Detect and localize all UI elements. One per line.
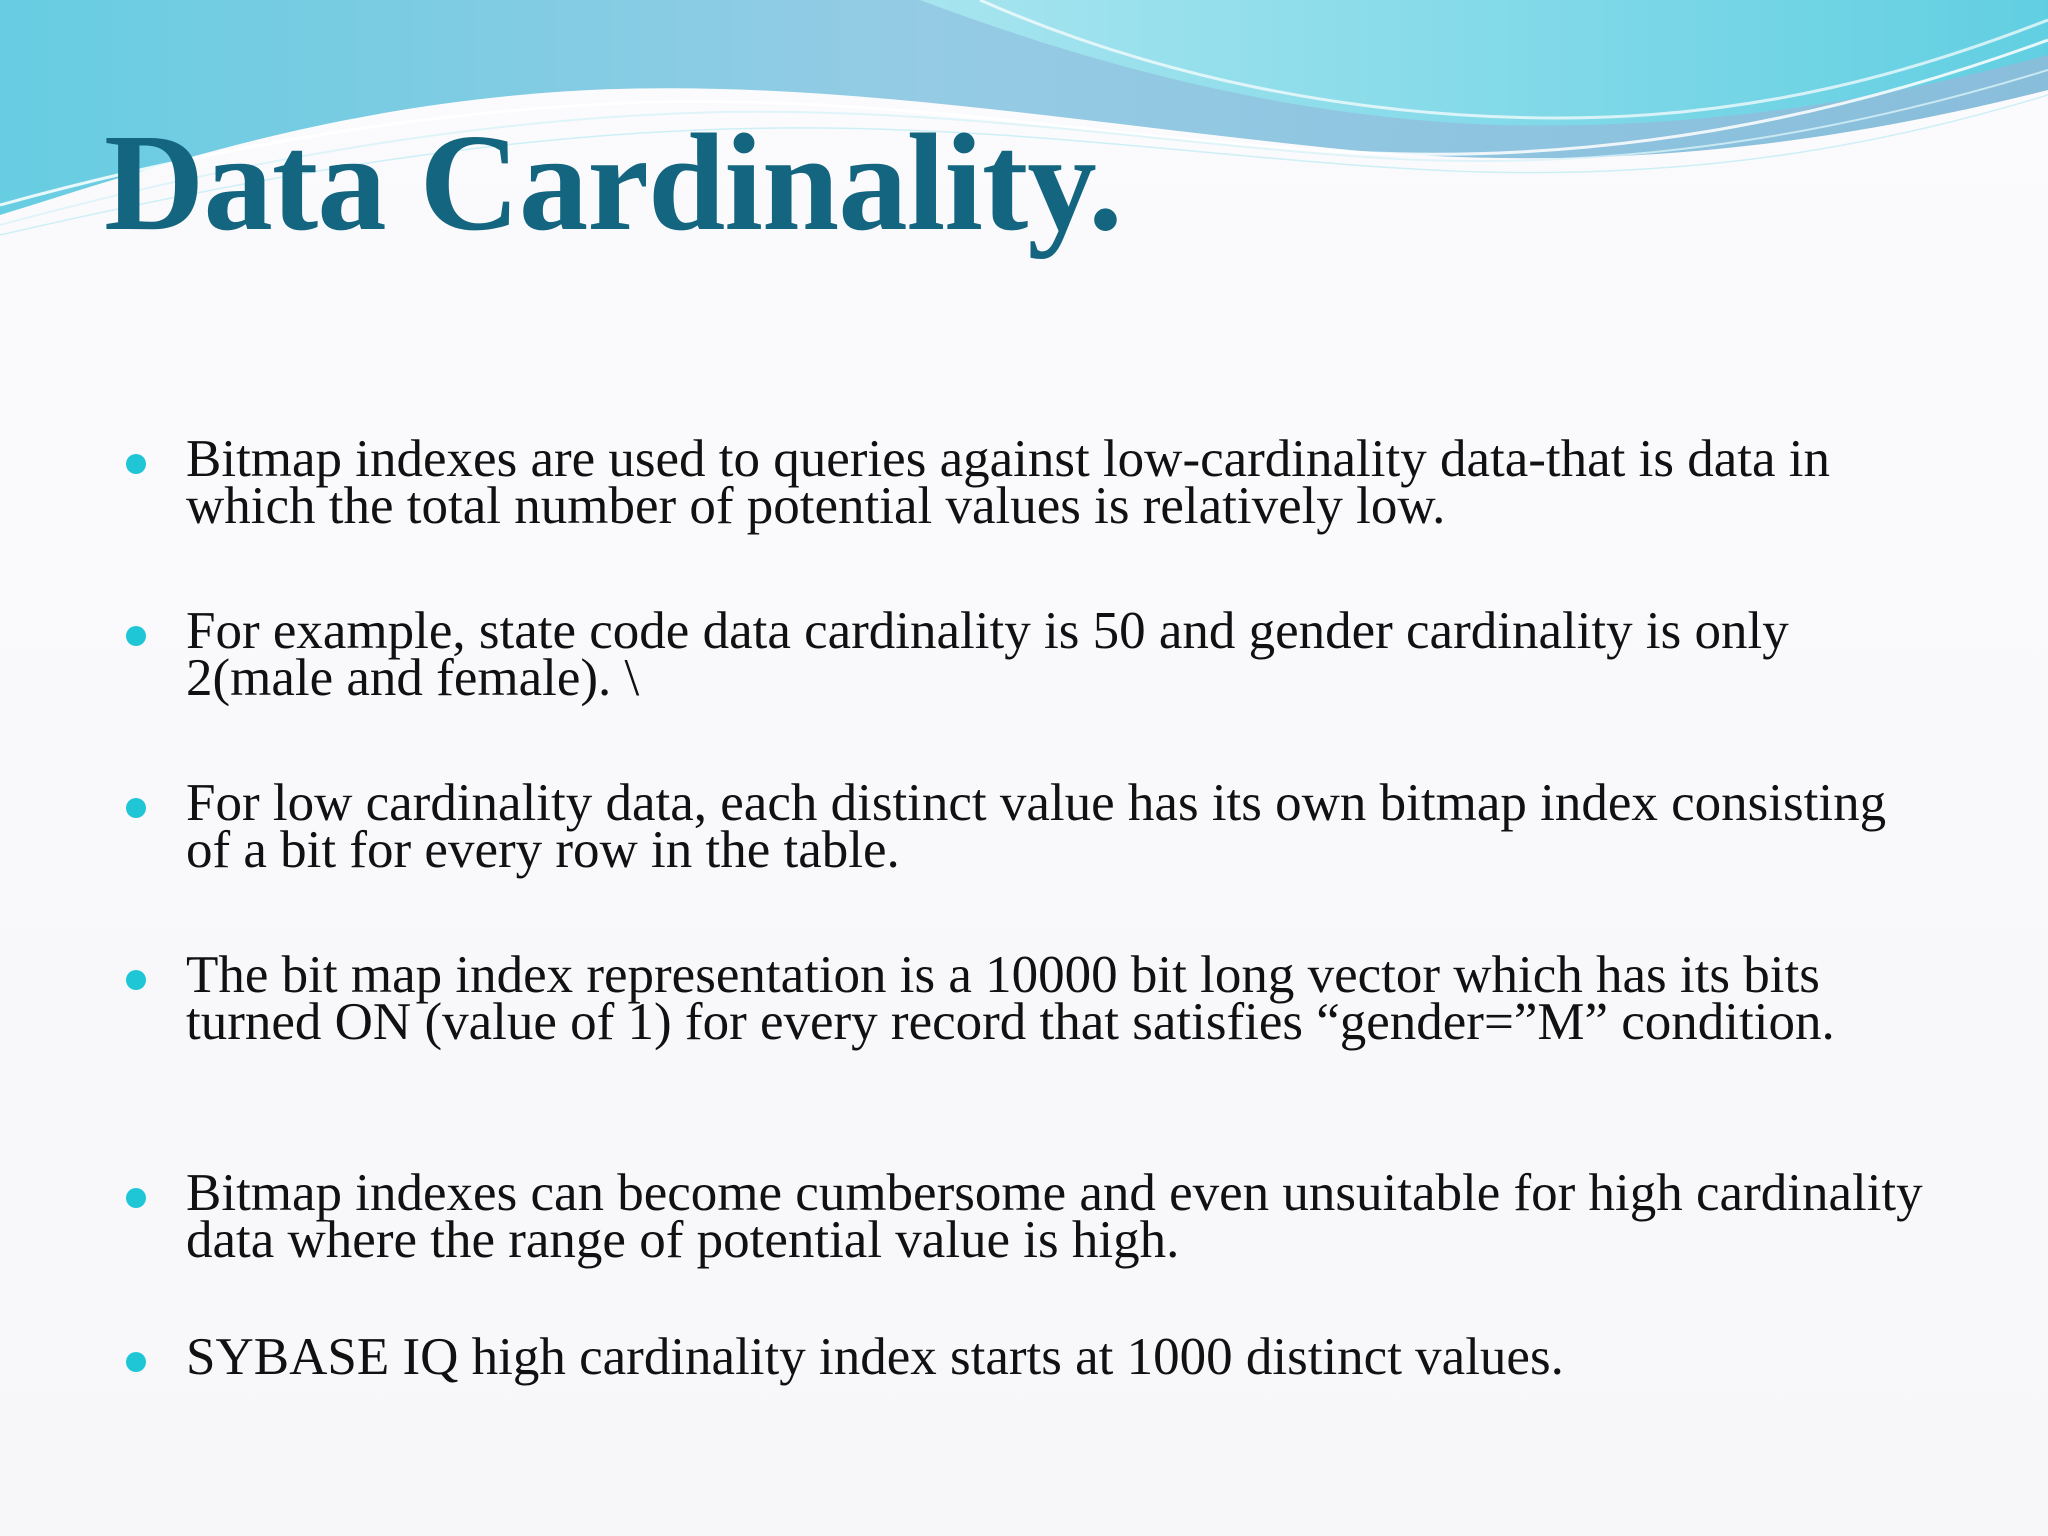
bullet-text: The bit map index representation is a 10000 bit long vector which has its bits turned ON (value of 1) for every record that satisfies “gender=”M” condition. xyxy=(186,946,1835,1051)
bullet-dot-icon xyxy=(126,626,146,646)
bullet-text: For example, state code data cardinality is 50 and gender cardinality is only 2(male and female). \ xyxy=(186,602,1789,707)
bullet-dot-icon xyxy=(126,1352,146,1372)
slide-title: Data Cardinality. xyxy=(104,106,1122,260)
bullet-text: Bitmap indexes are used to queries against low-cardinality data-that is data in which the total number of potential values is relatively low. xyxy=(186,430,1830,535)
bullet-text: SYBASE IQ high cardinality index starts at 1000 distinct values. xyxy=(186,1328,1564,1386)
bullet-dot-icon xyxy=(126,454,146,474)
bullet-text: For low cardinality data, each distinct value has its own bitmap index consisting of a bit for every row in the table. xyxy=(186,774,1887,879)
bullet-dot-icon xyxy=(126,970,146,990)
bullet-dot-icon xyxy=(126,798,146,818)
bullet-text: Bitmap indexes can become cumbersome and even unsuitable for high cardinality data where the range of potential value is high. xyxy=(186,1164,1923,1269)
bullet-dot-icon xyxy=(126,1188,146,1208)
